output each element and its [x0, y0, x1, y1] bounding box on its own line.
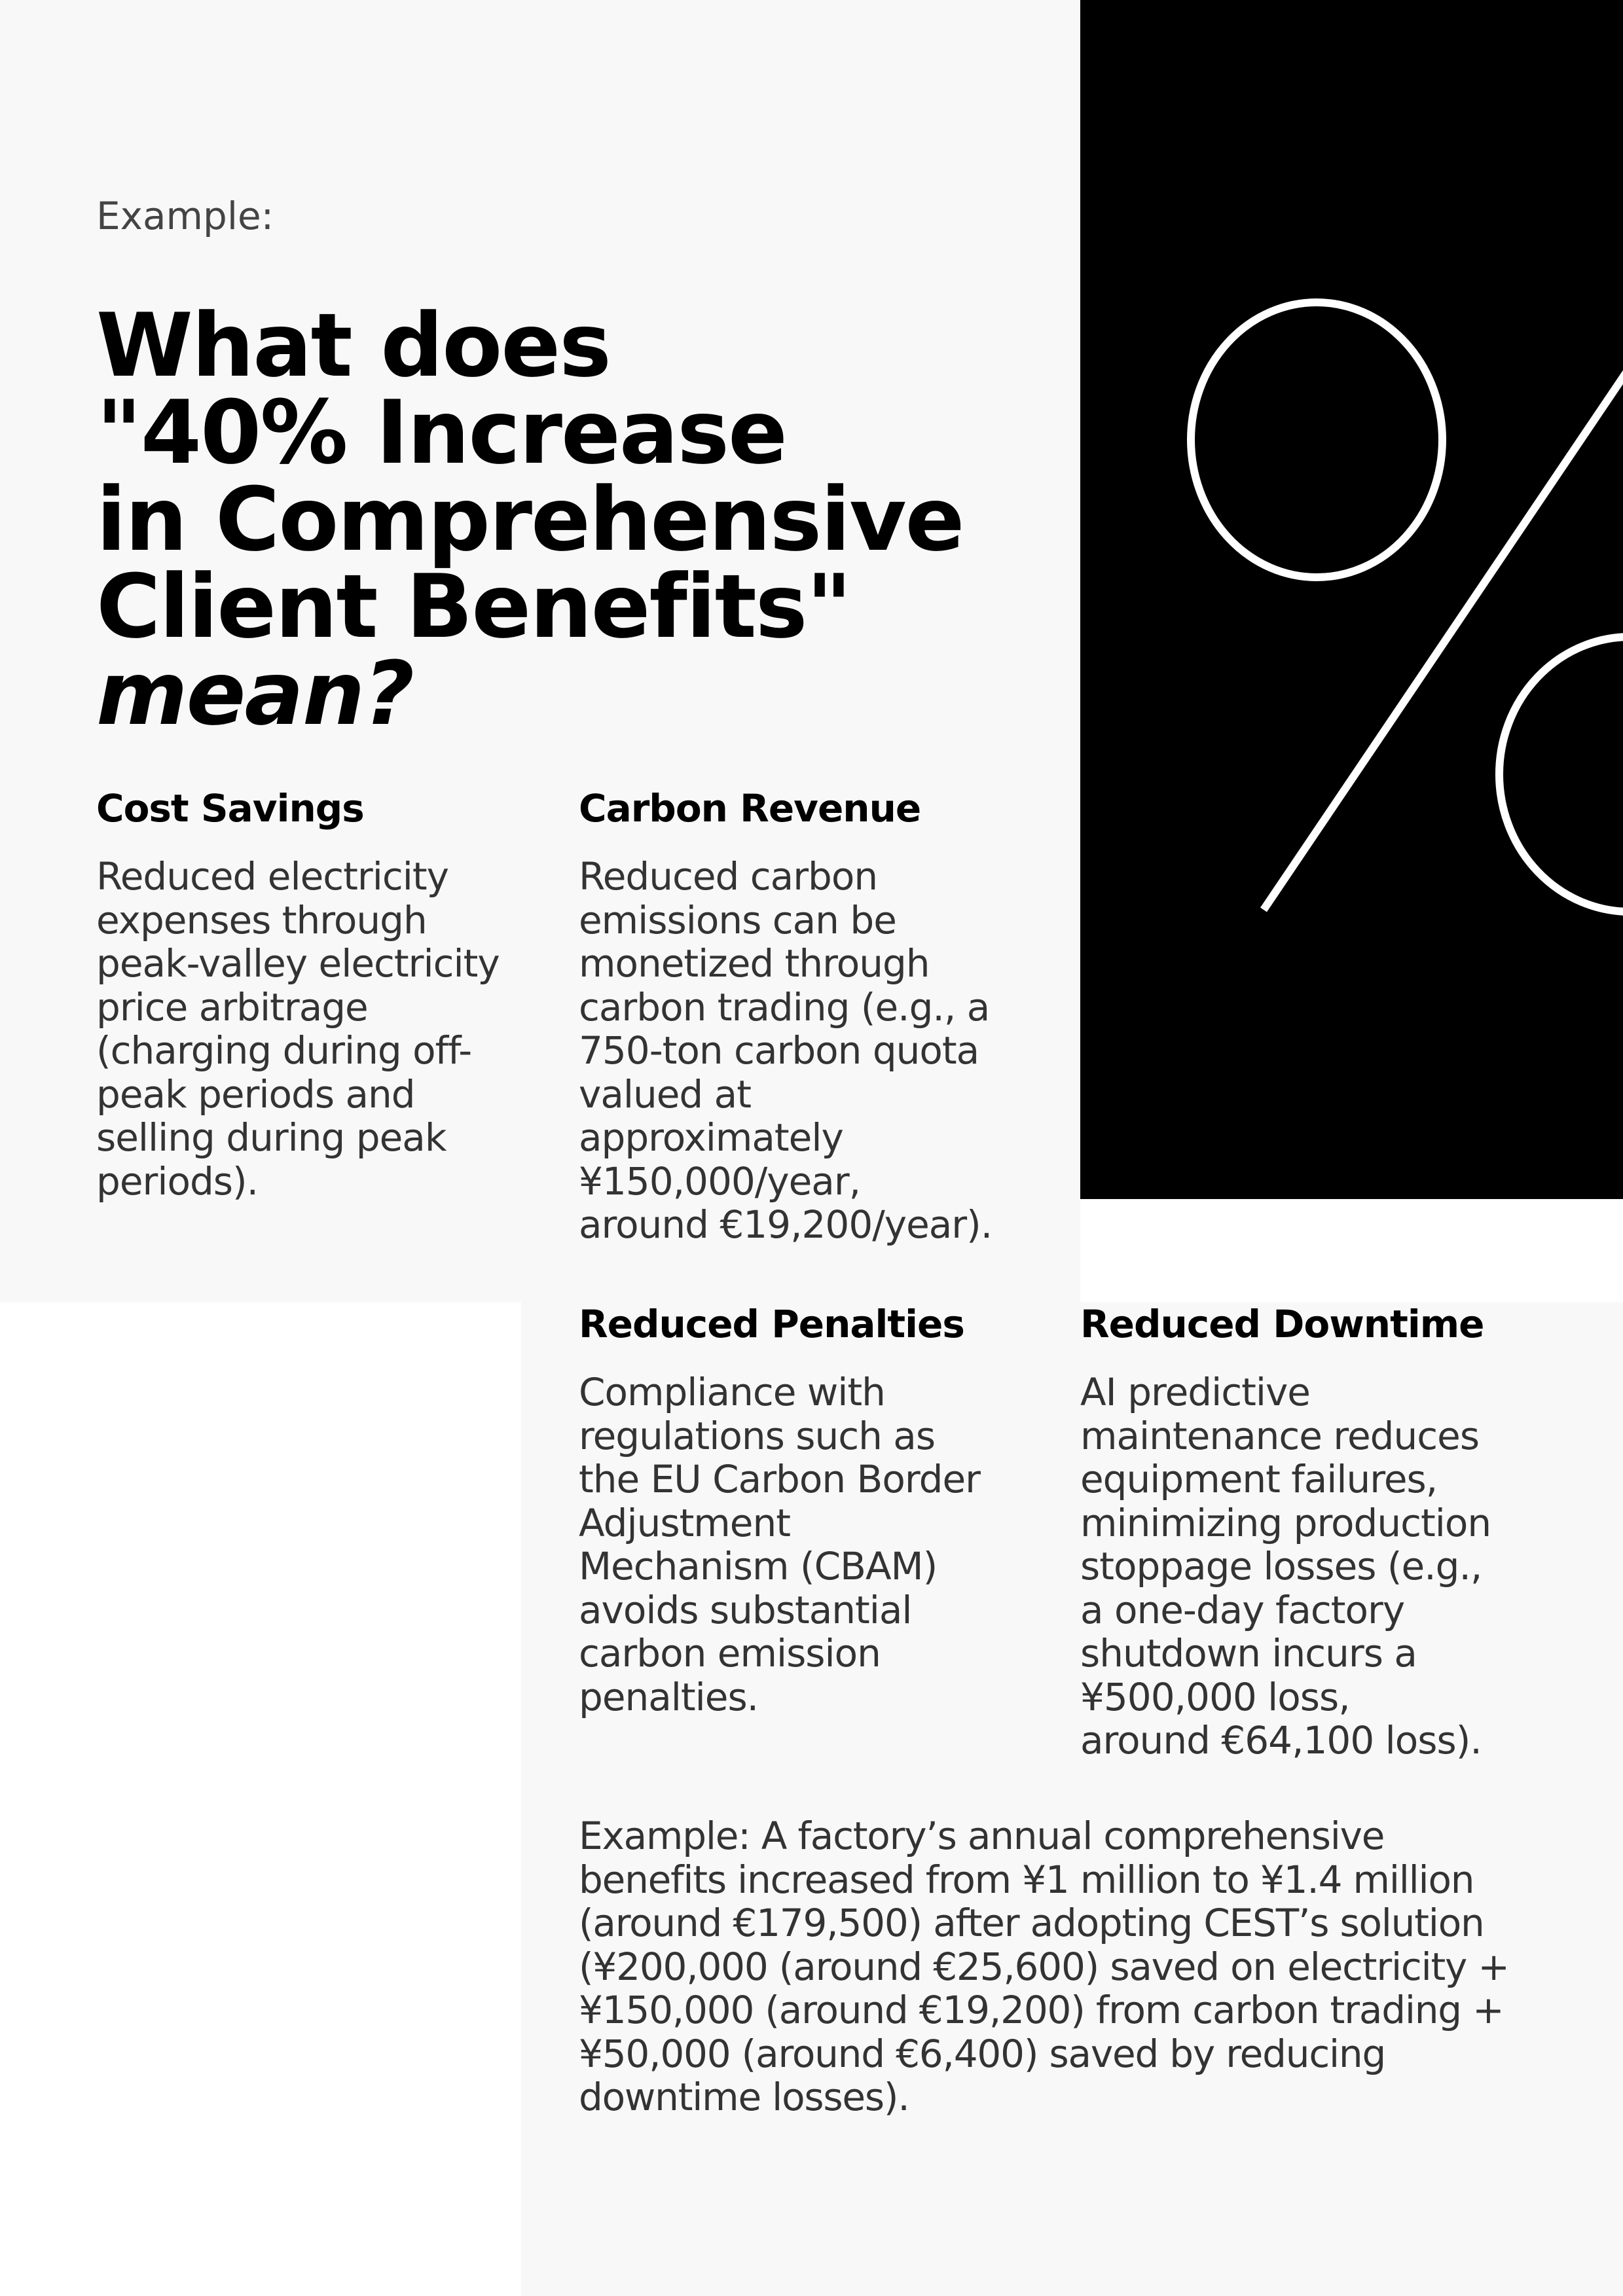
reduced-downtime-title: Reduced Downtime [1080, 1302, 1484, 1346]
text-line: expenses through [96, 897, 427, 942]
text-line: Mechanism (CBAM) [579, 1544, 938, 1588]
example-label: Example: [96, 194, 274, 238]
percent-graphic [1080, 0, 1623, 1199]
cost-savings-text [96, 855, 541, 1203]
title-line: Client Benefits" [96, 556, 851, 658]
cost-savings-title: Cost Savings [96, 786, 364, 831]
reduced-penalties-text [579, 1371, 1024, 1719]
carbon-revenue-text [579, 855, 1024, 1247]
text-line: monetized through [579, 941, 930, 986]
text-line: Reduced carbon [579, 854, 878, 899]
text-line: penalties. [579, 1674, 759, 1719]
text-line: benefits increased from ¥1 million to ¥1.4 million [579, 1857, 1474, 1902]
text-line: around €64,100 loss). [1080, 1718, 1482, 1763]
text-line: minimizing production [1080, 1500, 1491, 1545]
reduced-penalties-title: Reduced Penalties [579, 1302, 964, 1346]
text-line: (around €179,500) after adopting CEST’s solution [579, 1901, 1484, 1945]
percent-lower-ring [1560, 635, 1623, 910]
text-line: around €19,200/year). [579, 1202, 993, 1247]
text-line: (¥200,000 (around €25,600) saved on electricity + [579, 1944, 1509, 1989]
text-line: peak periods and [96, 1071, 415, 1117]
reduced-downtime-text [1080, 1371, 1525, 1763]
page-title [96, 295, 1026, 745]
text-line: Reduced electricity [96, 854, 448, 899]
text-line: the EU Carbon Border [579, 1457, 980, 1501]
text-line: equipment failures, [1080, 1457, 1438, 1501]
title-line: "40% Increase [96, 382, 786, 484]
text-line: AI predictive [1080, 1370, 1310, 1414]
text-line: 750-ton carbon quota [579, 1028, 979, 1073]
text-line: emissions can be [579, 897, 896, 942]
text-line: a one-day factory [1080, 1587, 1405, 1632]
title-italic-word: mean? [96, 643, 414, 745]
text-line: regulations such as [579, 1413, 936, 1458]
text-line: Adjustment [579, 1500, 790, 1545]
example-paragraph [579, 1814, 1535, 2119]
carbon-revenue-section [579, 785, 1024, 1247]
text-line: selling during peak [96, 1115, 447, 1160]
cost-savings-section [96, 785, 541, 1203]
text-line: Compliance with [579, 1370, 885, 1414]
text-line: peak-valley electricity [96, 941, 500, 986]
text-line: periods). [96, 1158, 259, 1204]
percent-lower-ring-visible [1499, 637, 1623, 912]
text-line: shutdown incurs a [1080, 1631, 1417, 1676]
reduced-downtime-section [1080, 1301, 1525, 1763]
text-line: carbon emission [579, 1631, 881, 1676]
text-line: stoppage losses (e.g., [1080, 1544, 1482, 1588]
text-line: price arbitrage [96, 984, 368, 1030]
title-line: in Comprehensive [96, 469, 964, 571]
percent-sign-icon [1080, 0, 1623, 1199]
text-line: ¥150,000/year, [579, 1158, 861, 1204]
reduced-penalties-section [579, 1301, 1024, 1719]
text-line: ¥500,000 loss, [1080, 1674, 1350, 1719]
text-line: Example: A factory’s annual comprehensive [579, 1814, 1385, 1858]
text-line: ¥150,000 (around €19,200) from carbon trading + [579, 1988, 1504, 2032]
percent-upper-circle [1191, 302, 1442, 577]
text-line: ¥50,000 (around €6,400) saved by reducing [579, 2031, 1386, 2076]
text-line: maintenance reduces [1080, 1413, 1480, 1458]
text-line: valued at [579, 1071, 751, 1117]
title-line: What does [96, 295, 610, 397]
carbon-revenue-title: Carbon Revenue [579, 786, 921, 831]
text-line: avoids substantial [579, 1587, 912, 1632]
text-line: approximately [579, 1115, 843, 1160]
text-line: downtime losses). [579, 2075, 909, 2119]
text-line: carbon trading (e.g., a [579, 984, 990, 1030]
text-line: (charging during off- [96, 1028, 472, 1073]
